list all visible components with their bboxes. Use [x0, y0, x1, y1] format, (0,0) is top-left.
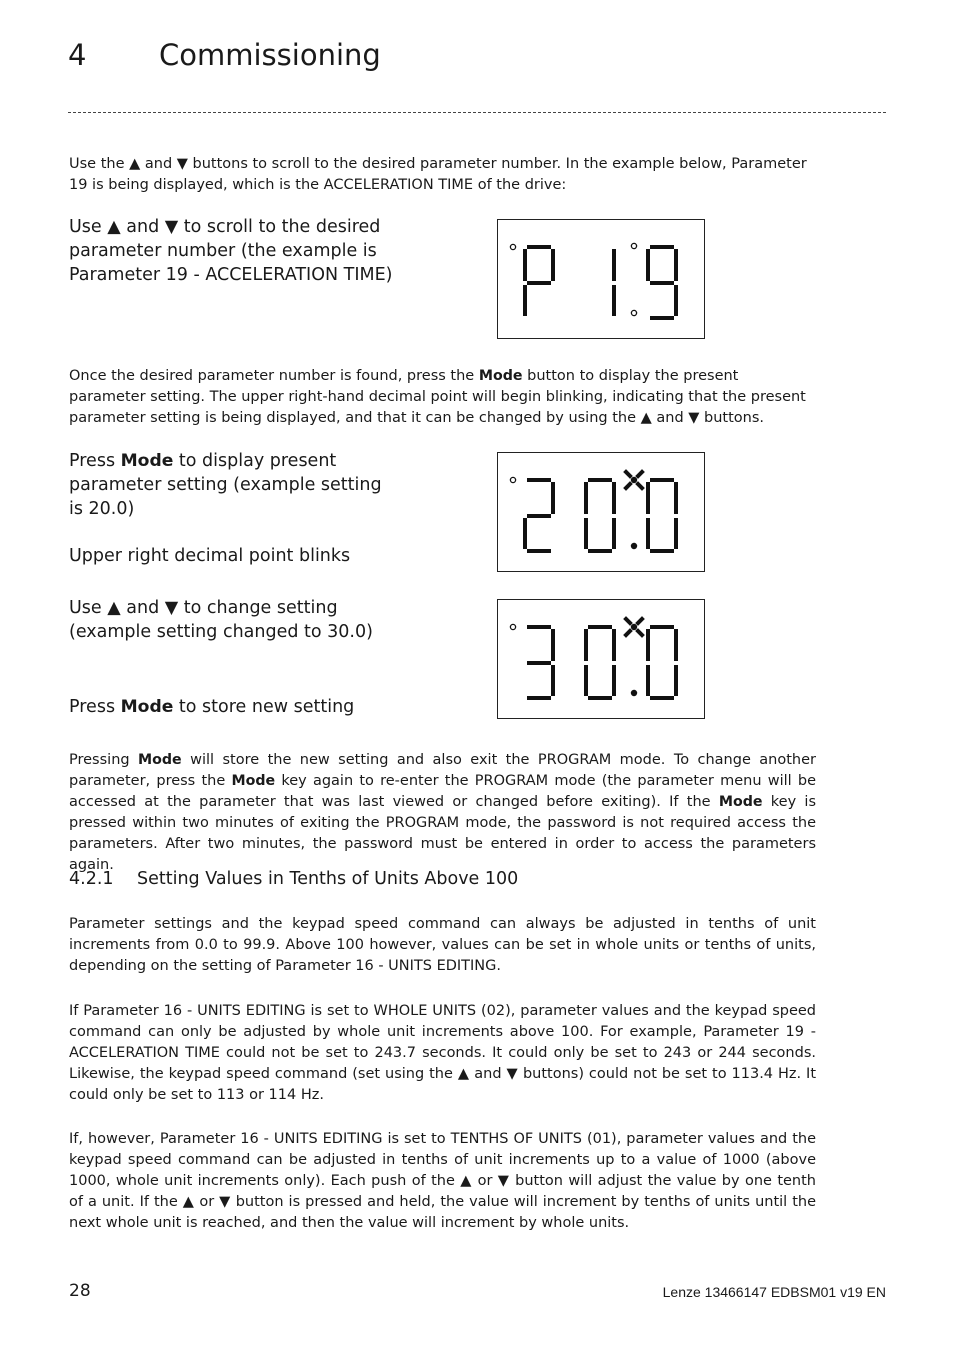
- store-paragraph: Pressing Mode will store the new setting and also exit the PROGRAM mode. To change another parameter, press the Mode key again to re-enter the PROGRAM mode (the parameter menu will be accessed at the parameter that was last viewed or changed before exiting). If the Mode key is pressed within two minutes of exiting the PROGRAM mode, the password is not required access the parameters. After two minutes, the password must be entered in order to access the parameters again.: [69, 752, 816, 873]
- paragraph-whole-units: If Parameter 16 - UNITS EDITING is set to WHOLE UNITS (02), parameter values and the keypad speed command can only be adjusted by whole unit increments above 100. For example, Parameter 19 - ACCELERATION TIME could not be set to 243.7 seconds. It could only be set to 243 or 244 seconds. Likewise, the keypad speed command (set using the ▲ and ▼ buttons) could not be set to 113.4 Hz. It could only be set to 113 or 114 Hz.: [69, 1003, 816, 1103]
- step3-instruction: Use ▲ and ▼ to change setting (example setting changed to 30.0): [69, 598, 373, 642]
- header-divider: [68, 112, 886, 113]
- mode-paragraph: Once the desired parameter number is found, press the Mode button to display the present parameter setting. The upper right-hand decimal point will begin blinking, indicating that the present parameter setting is being displayed, and that it can be changed by using the ▲ and ▼ buttons.: [69, 368, 806, 426]
- chapter-number: 4: [68, 38, 87, 72]
- document-reference: Lenze 13466147 EDBSM01 v19 EN: [662, 1284, 886, 1300]
- display-p19: [497, 219, 705, 339]
- led-display-30-0: [498, 600, 704, 718]
- led-display-p19: [498, 220, 704, 338]
- page-number: 28: [69, 1281, 91, 1301]
- chapter-title: Commissioning: [159, 38, 381, 72]
- section-heading: 4.2.1 Setting Values in Tenths of Units Above 100: [69, 869, 519, 889]
- paragraph-tenths: Parameter settings and the keypad speed command can always be adjusted in tenths of unit increments from 0.0 to 99.9. Above 100 however, values can be set in whole units or tenths of units, depending on the setting of Parameter 16 - UNITS EDITING.: [69, 916, 816, 974]
- display-30-0: [497, 599, 705, 719]
- step3-store: Press Mode to store new setting: [69, 697, 355, 717]
- intro-paragraph: Use the ▲ and ▼ buttons to scroll to the desired parameter number. In the example below, Parameter 19 is being displayed, which is the ACCELERATION TIME of the drive:: [69, 156, 807, 193]
- step2-note: Upper right decimal point blinks: [69, 546, 351, 566]
- led-display-20-0: [498, 453, 704, 571]
- display-20-0: [497, 452, 705, 572]
- paragraph-tenths-of-units: If, however, Parameter 16 - UNITS EDITING is set to TENTHS OF UNITS (01), parameter values and the keypad speed command can be adjusted in tenths of unit increments up to a value of 1000 (above 1000, whole unit increments only). Each push of the ▲ or ▼ button will adjust the value by one tenth of a unit. If the ▲ or ▼ button is pressed and held, the value will increment by tenths of units until the next whole unit is reached, and then the value will increment by whole units.: [69, 1131, 816, 1231]
- step1-instruction: Use ▲ and ▼ to scroll to the desired parameter number (the example is Parameter 19 - ACCELERATION TIME): [69, 217, 393, 285]
- step2-instruction: Press Mode to display present parameter setting (example setting is 20.0): [69, 451, 382, 519]
